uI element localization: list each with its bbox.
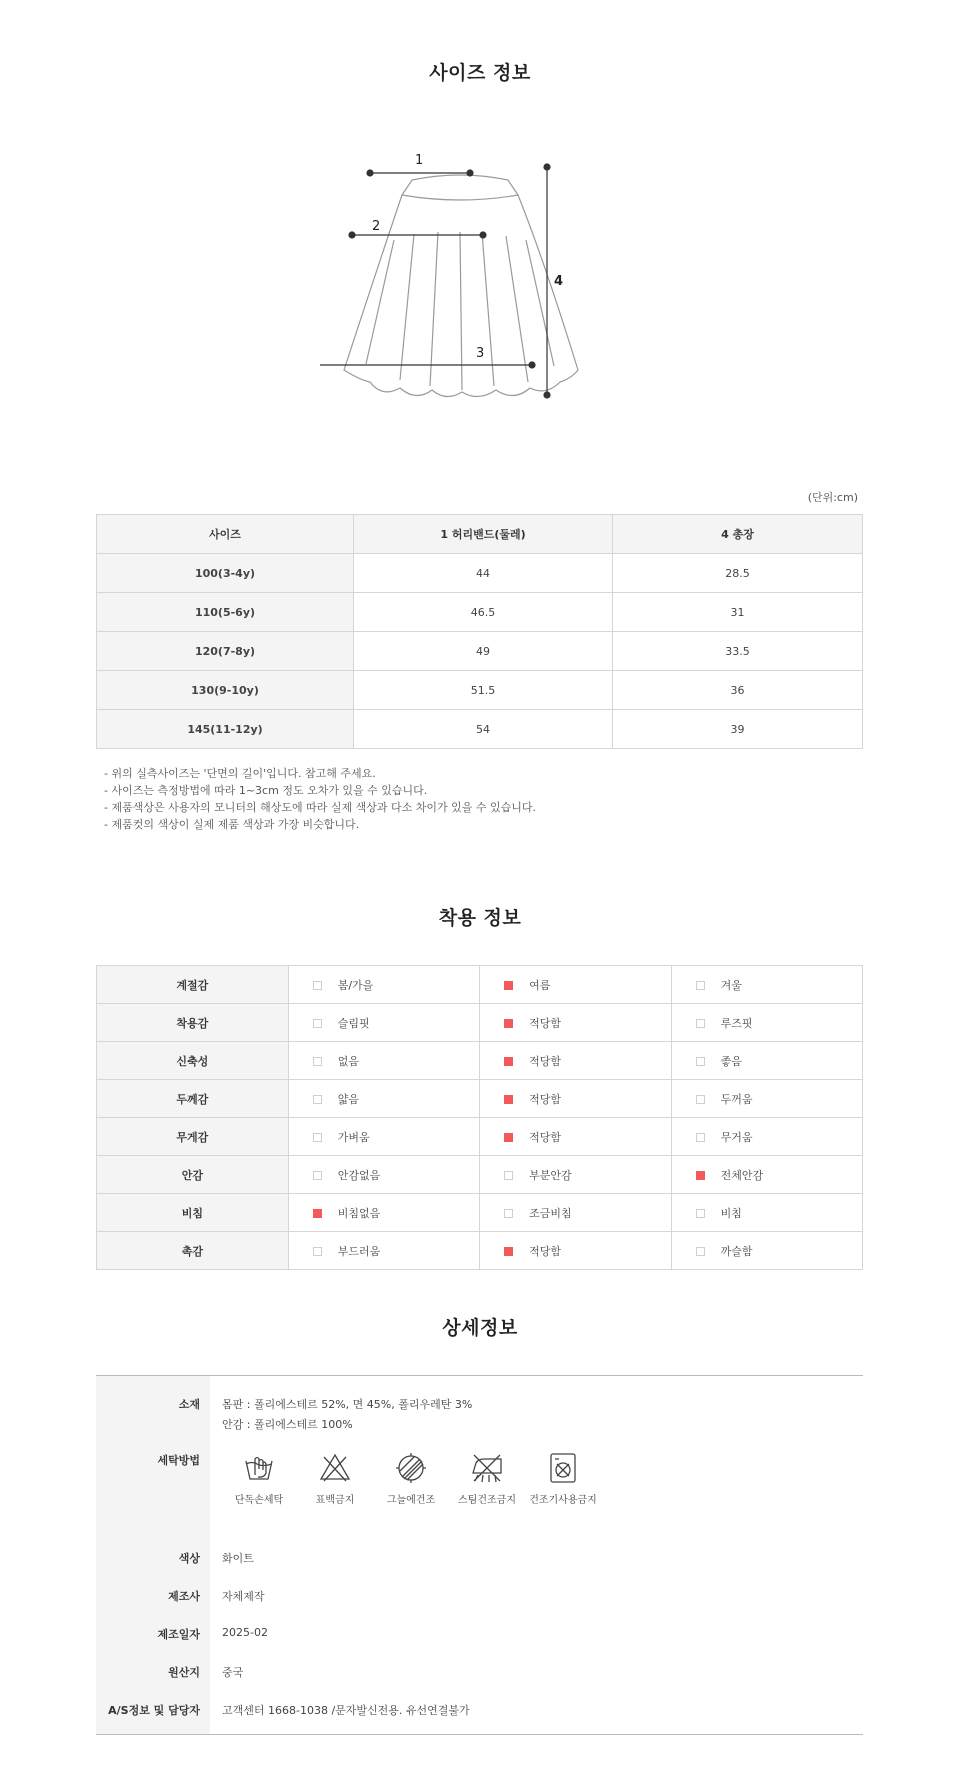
unchecked-checkbox-icon (313, 1057, 322, 1066)
fit-option-label: 부분안감 (529, 1168, 572, 1182)
wash-label-text: 스팀건조금지 (458, 1495, 516, 1506)
size-notes (104, 765, 536, 833)
fit-option (288, 966, 479, 1004)
size-cell: 145(11-12y) (97, 710, 354, 749)
fit-option-label: 비침없음 (337, 1206, 381, 1220)
fit-table (96, 965, 863, 1270)
fit-option-label: 조금비침 (529, 1206, 572, 1220)
origin-value: 중국 (222, 1666, 244, 1679)
fit-option (671, 1194, 862, 1232)
fit-option (480, 1004, 671, 1042)
skirt-pleat (460, 232, 462, 390)
note-line: - 사이즈는 측정방법에 따라 1~3cm 정도 오차가 있을 수 있습니다. (104, 784, 428, 797)
detail-info-title: 상세정보 (442, 1317, 518, 1339)
fit-option (288, 1232, 479, 1270)
checked-checkbox-icon (504, 1247, 513, 1256)
material-label: 소재 (178, 1398, 200, 1411)
as-info-label: A/S정보 및 담당자 (108, 1704, 200, 1717)
manufacturer-label: 제조사 (168, 1590, 200, 1603)
unchecked-checkbox-icon (696, 1209, 705, 1218)
fit-option-label: 적당함 (529, 1016, 562, 1030)
measure-label-2: 2 (372, 219, 381, 234)
fit-option-label: 적당함 (529, 1130, 562, 1144)
fit-row (97, 1004, 863, 1042)
fit-option (671, 1080, 862, 1118)
fit-option-label: 까슬함 (720, 1244, 753, 1258)
fit-option (288, 1118, 479, 1156)
fit-option (671, 1156, 862, 1194)
skirt-pleat (526, 240, 554, 366)
checked-checkbox-icon (504, 981, 513, 990)
wash-label-text: 그늘에건조 (386, 1495, 436, 1506)
fit-row-label: 착용감 (97, 1004, 289, 1042)
size-table (96, 514, 863, 749)
fit-option (671, 1004, 862, 1042)
unchecked-checkbox-icon (504, 1171, 513, 1180)
skirt-pleat (400, 234, 414, 380)
fit-row-label: 계절감 (97, 966, 289, 1004)
checked-checkbox-icon (696, 1171, 705, 1180)
unchecked-checkbox-icon (696, 981, 705, 990)
waist-cell: 51.5 (354, 671, 613, 710)
manufacture-date-value: 2025-02 (222, 1626, 268, 1639)
fit-option (480, 1042, 671, 1080)
table-row (97, 632, 863, 671)
size-header-cell: 1 허리밴드(둘레) (354, 515, 613, 554)
table-row (97, 671, 863, 710)
unchecked-checkbox-icon (313, 1019, 322, 1028)
color-label: 색상 (178, 1552, 200, 1565)
unchecked-checkbox-icon (313, 1133, 322, 1142)
fit-option-label: 적당함 (529, 1054, 562, 1068)
size-cell: 100(3-4y) (97, 554, 354, 593)
measure-label-1: 1 (415, 153, 424, 168)
size-info-title: 사이즈 정보 (429, 62, 531, 84)
note-line: - 제품색상은 사용자의 모니터의 해상도에 따라 실제 색상과 다소 차이가 있을 수 있습니다. (104, 801, 536, 814)
length-cell: 28.5 (613, 554, 863, 593)
fit-option (288, 1004, 479, 1042)
length-cell: 31 (613, 593, 863, 632)
table-row (97, 710, 863, 749)
waist-cell: 54 (354, 710, 613, 749)
no-bleach-icon (318, 1451, 352, 1485)
checked-checkbox-icon (504, 1133, 513, 1142)
color-value: 화이트 (222, 1552, 254, 1565)
fit-option-label: 여름 (529, 978, 551, 992)
length-cell: 36 (613, 671, 863, 710)
wash-label: 세탁방법 (157, 1454, 200, 1467)
manufacturer-value: 자체제작 (222, 1590, 265, 1603)
fit-option (480, 1156, 671, 1194)
origin-label: 원산지 (168, 1666, 200, 1679)
fit-option-label: 좋음 (720, 1054, 742, 1068)
no-tumble-dry-icon (546, 1451, 580, 1485)
fit-option (671, 1232, 862, 1270)
skirt-waistband (402, 175, 518, 200)
manufacture-date-label: 제조일자 (157, 1628, 200, 1641)
measure-label-3: 3 (476, 346, 485, 361)
fit-option (288, 1080, 479, 1118)
unchecked-checkbox-icon (313, 1171, 322, 1180)
checked-checkbox-icon (504, 1019, 513, 1028)
detail-table (96, 1375, 863, 1735)
hand-wash-icon (242, 1451, 276, 1485)
as-info-value: 고객센터 1668-1038 /문자발신전용. 유선연결불가 (222, 1704, 470, 1717)
waist-cell: 49 (354, 632, 613, 671)
unchecked-checkbox-icon (696, 1057, 705, 1066)
fit-option-label: 봄/가을 (337, 978, 374, 992)
wash-item (374, 1451, 448, 1506)
wash-item (222, 1451, 296, 1506)
fit-option (288, 1156, 479, 1194)
fit-row (97, 1194, 863, 1232)
skirt-pleat (482, 232, 494, 386)
size-table-header-row (97, 515, 863, 554)
unchecked-checkbox-icon (313, 1247, 322, 1256)
fit-row (97, 1156, 863, 1194)
fit-option (480, 1194, 671, 1232)
wash-item (526, 1451, 600, 1506)
fit-option (671, 966, 862, 1004)
fit-row-label: 신축성 (97, 1042, 289, 1080)
wash-item (298, 1451, 372, 1506)
fit-row (97, 1232, 863, 1270)
skirt-pleat (506, 236, 528, 382)
checked-checkbox-icon (313, 1209, 322, 1218)
fit-option-label: 루즈핏 (720, 1016, 753, 1030)
table-row (97, 554, 863, 593)
measure-label-4: 4 (554, 274, 564, 289)
wash-label-text: 건조기사용금지 (529, 1495, 597, 1506)
fit-option-label: 부드러움 (337, 1244, 381, 1258)
checked-checkbox-icon (504, 1095, 513, 1104)
fit-info-title: 착용 정보 (438, 907, 522, 929)
fit-row (97, 966, 863, 1004)
skirt-measurement-diagram (320, 140, 650, 410)
fit-row-label: 안감 (97, 1156, 289, 1194)
skirt-pleat (430, 232, 438, 386)
note-line: - 제품컷의 색상이 실제 제품 색상과 가장 비슷합니다. (104, 818, 360, 831)
waist-cell: 44 (354, 554, 613, 593)
note-line: - 위의 실측사이즈는 '단면의 길이'입니다. 참고해 주세요. (104, 767, 376, 780)
fit-row-label: 촉감 (97, 1232, 289, 1270)
skirt-pleat (366, 240, 394, 364)
material-line: 안감 : 폴리에스테르 100% (222, 1418, 353, 1431)
fit-row (97, 1042, 863, 1080)
size-header-cell: 사이즈 (97, 515, 354, 554)
wash-item (450, 1451, 524, 1506)
unchecked-checkbox-icon (696, 1247, 705, 1256)
checked-checkbox-icon (504, 1057, 513, 1066)
length-cell: 39 (613, 710, 863, 749)
fit-option-label: 무거움 (720, 1130, 753, 1144)
no-steam-iron-icon (470, 1451, 504, 1485)
fit-option-label: 슬림핏 (337, 1016, 370, 1030)
unchecked-checkbox-icon (696, 1133, 705, 1142)
fit-option-label: 안감없음 (337, 1168, 381, 1182)
size-header-cell: 4 총장 (613, 515, 863, 554)
size-cell: 110(5-6y) (97, 593, 354, 632)
fit-option (671, 1118, 862, 1156)
fit-option (480, 1232, 671, 1270)
fit-row-label: 무게감 (97, 1118, 289, 1156)
fit-option-label: 가벼움 (337, 1130, 370, 1144)
fit-option (288, 1194, 479, 1232)
length-cell: 33.5 (613, 632, 863, 671)
unchecked-checkbox-icon (504, 1209, 513, 1218)
fit-option (288, 1042, 479, 1080)
fit-row-label: 비침 (97, 1194, 289, 1232)
fit-option (480, 1080, 671, 1118)
fit-option (480, 1118, 671, 1156)
fit-option-label: 얇음 (337, 1092, 359, 1106)
size-cell: 120(7-8y) (97, 632, 354, 671)
fit-option-label: 없음 (337, 1054, 359, 1068)
wash-label-text: 단독손세탁 (234, 1495, 284, 1506)
fit-row (97, 1118, 863, 1156)
fit-option-label: 적당함 (529, 1092, 562, 1106)
fit-option (480, 966, 671, 1004)
shade-dry-icon (394, 1451, 428, 1485)
fit-option-label: 겨울 (720, 978, 742, 992)
table-row (97, 593, 863, 632)
unchecked-checkbox-icon (696, 1019, 705, 1028)
unchecked-checkbox-icon (313, 981, 322, 990)
unchecked-checkbox-icon (313, 1095, 322, 1104)
material-line: 몸판 : 폴리에스테르 52%, 면 45%, 폴리우레탄 3% (222, 1398, 473, 1411)
fit-option-label: 전체안감 (720, 1168, 764, 1182)
fit-option-label: 적당함 (529, 1244, 562, 1258)
fit-option-label: 비침 (720, 1206, 742, 1220)
fit-option-label: 두꺼움 (720, 1092, 753, 1106)
fit-option (671, 1042, 862, 1080)
fit-row (97, 1080, 863, 1118)
fit-row-label: 두께감 (97, 1080, 289, 1118)
waist-cell: 46.5 (354, 593, 613, 632)
unit-label: (단위:cm) (807, 491, 858, 504)
wash-label-text: 표백금지 (315, 1495, 355, 1506)
size-cell: 130(9-10y) (97, 671, 354, 710)
unchecked-checkbox-icon (696, 1095, 705, 1104)
